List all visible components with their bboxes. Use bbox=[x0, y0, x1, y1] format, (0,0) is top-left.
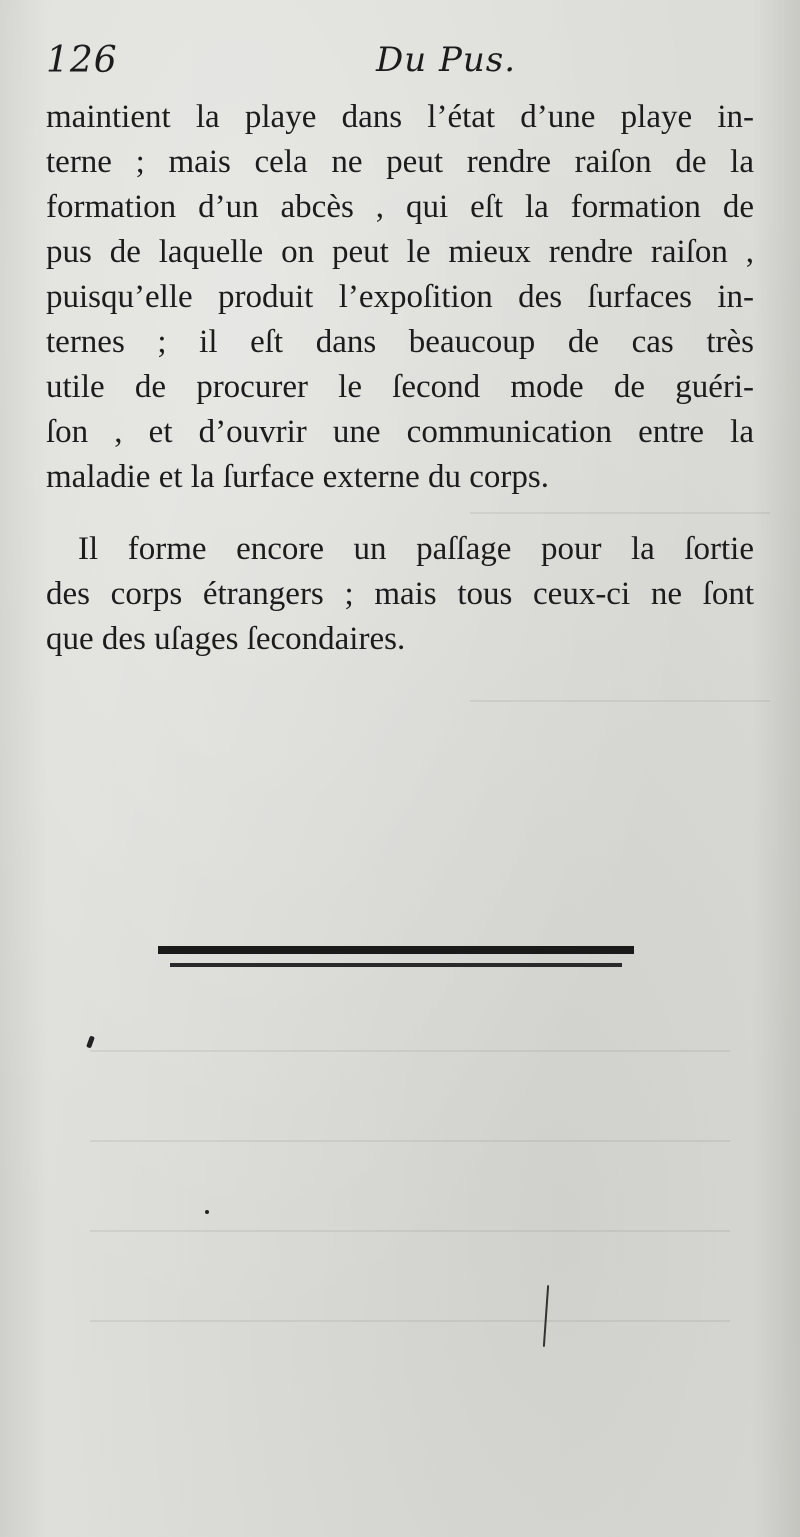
text-line: pus de laquelle on peut le mieux rendre raiſon , bbox=[46, 234, 754, 270]
text-line: ſon , et d’ouvrir une communication entre la bbox=[46, 414, 754, 450]
text-line: formation d’un abcès , qui eſt la formation de bbox=[46, 189, 754, 225]
section-rule-thick bbox=[158, 946, 634, 954]
show-through bbox=[470, 700, 770, 702]
show-through bbox=[90, 1230, 730, 1232]
text-line: maintient la playe dans l’état d’une playe in- bbox=[46, 99, 754, 135]
ink-speck bbox=[205, 1210, 209, 1214]
page-number: 126 bbox=[46, 40, 118, 81]
text-line: que des uſages ſecondaires. bbox=[46, 621, 406, 657]
ink-speck bbox=[86, 1036, 95, 1049]
text-line: maladie et la ſurface externe du corps. bbox=[46, 459, 549, 495]
show-through bbox=[90, 1140, 730, 1142]
show-through bbox=[90, 1320, 730, 1322]
text-line: des corps étrangers ; mais tous ceux-ci ne ſont bbox=[46, 576, 754, 612]
show-through bbox=[90, 1050, 730, 1052]
show-through bbox=[470, 512, 770, 514]
text-line: utile de procurer le ſecond mode de guéri- bbox=[46, 369, 754, 405]
text-line: Il forme encore un paſſage pour la ſortie bbox=[78, 531, 754, 567]
ink-scratch bbox=[543, 1285, 549, 1347]
page-header bbox=[46, 40, 754, 96]
paragraph-1 bbox=[46, 95, 754, 500]
paragraph-2 bbox=[46, 527, 754, 662]
section-rule-thin bbox=[170, 963, 622, 967]
running-head: Du Pus. bbox=[376, 40, 516, 80]
text-line: ternes ; il eſt dans beaucoup de cas très bbox=[46, 324, 754, 360]
text-line: puisqu’elle produit l’expoſition des ſurfaces in- bbox=[46, 279, 754, 315]
text-line: terne ; mais cela ne peut rendre raiſon de la bbox=[46, 144, 754, 180]
